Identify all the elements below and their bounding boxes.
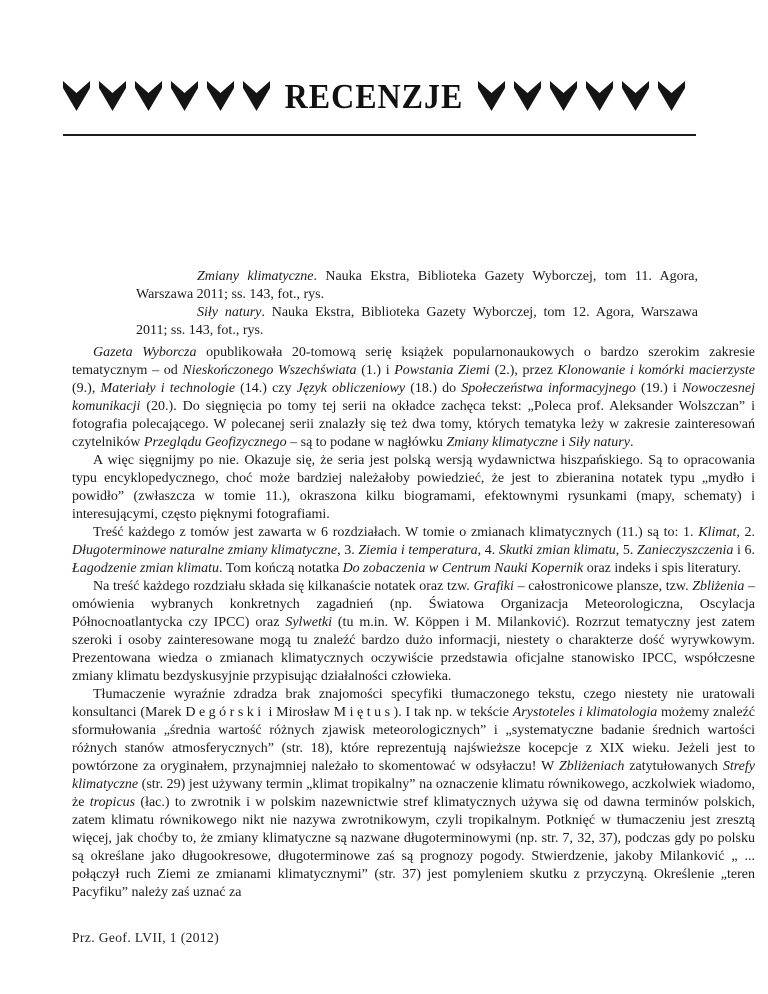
journal-footer: Prz. Geof. LVII, 1 (2012) xyxy=(72,930,220,945)
chevron-down-icon xyxy=(514,81,541,111)
chevron-down-icon xyxy=(63,81,90,111)
paragraph: Tłumaczenie wyraźnie zdradza brak znajomości specyfiki tłumaczonego tekstu, czego niestety nie uratowali konsultanci (Marek Degórski i Mirosław Miętus). I tak np. w tekście Arystoteles i klimatologia możemy znaleźć sformułowania „średnia wartość różnych zjawisk meteorologicznych” i „systematyczne badanie średnich wartości różnych stanów atmosferycznych” (str. 18), które reprezentują najświeższe kocepcje z XIX wieku. Jeżeli jest to powtórzone za oryginałem, przynajmniej należało to skomentować w odsyłaczu! W Zbliżeniach zatytułowanych Strefy klimatyczne (str. 29) jest używany termin „klimat tropikalny” na oznaczenie klimatu równikowego, aczkolwiek wiadomo, że tropicus (łac.) to zwrotnik i w polskim nazewnictwie stref klimatycznych używa się od dawna terminów polskich, zatem klimatu równikowego nikt nie nazywa zwrotnikowym, czyli tropikalnym. Potknięć w tłumaczeniu jest zresztą więcej, jak choćby to, że zmiany klimatyczne są nazwane długoterminowymi (np. str. 7, 32, 37), podczas gdy po polsku są określane jako długookresowe, długoterminowe zaś są prognozy pogody. Stwierdzenie, jakoby Milanković „ ... połączył ruch Ziemi ze zmianami klimatycznymi” (str. 37) jest pomyleniem skutku z przyczyną. Określenie „teren Pacyfiku” należy zaś uznać za xyxy=(72,687,756,900)
chevron-down-icon xyxy=(207,81,234,111)
ornament-row-right xyxy=(478,81,685,111)
citation: Zmiany klimatyczne. Nauka Ekstra, Biblioteka Gazety Wyborczej, tom 11. Agora, Warszawa 2011; ss. 143, fot., rys. xyxy=(136,269,698,302)
chevron-down-icon xyxy=(171,81,198,111)
paragraph: Gazeta Wyborcza opublikowała 20-tomową serię książek popularnonaukowych o bardzo szerokim zakresie tematycznym – od Nieskończonego Wszechświata (1.) i Powstania Ziemi (2.), przez Klonowanie i komórki macierzyste (9.), Materiały i technologie (14.) czy Język obliczeniowy (18.) do Społeczeństwa informacyjnego (19.) i Nowoczesnej komunikacji (20.). Do sięgnięcia po tomy tej serii na okładce zachęca tekst: „Poleca prof. Aleksander Wolszczan” i fotografia polecającego. W polecanej serii znalazły się też dwa tomy, których tematyka leży w zakresie zainteresowań czytelników Przeglądu Geofizycznego – są to podane w nagłówku Zmiany klimatyczne i Siły natury. xyxy=(72,345,755,450)
ornament-row-left xyxy=(63,81,270,111)
citation: Siły natury. Nauka Ekstra, Biblioteka Gazety Wyborczej, tom 12. Agora, Warszawa 2011; ss. 143, fot., rys. xyxy=(136,305,698,338)
section-title: RECENZJE xyxy=(284,76,464,116)
chevron-down-icon xyxy=(586,81,613,111)
chevron-down-icon xyxy=(550,81,577,111)
paragraph: Treść każdego z tomów jest zawarta w 6 rozdziałach. W tomie o zmianach klimatycznych (11.) są to: 1. Klimat, 2. Długoterminowe naturalne zmiany klimatyczne, 3. Ziemia i temperatura, 4. Skutki zmian klimatu, 5. Zanieczyszczenia i 6. Łagodzenie zmian klimatu. Tom kończą notatka Do zobaczenia w Centrum Nauki Kopernik oraz indeks i spis literatury. xyxy=(72,525,756,576)
header-rule xyxy=(63,134,696,136)
chevron-down-icon xyxy=(243,81,270,111)
chevron-down-icon xyxy=(622,81,649,111)
chevron-down-icon xyxy=(658,81,685,111)
chevron-down-icon xyxy=(99,81,126,111)
section-header xyxy=(63,76,685,116)
paragraph: A więc sięgnijmy po nie. Okazuje się, że seria jest polską wersją wydawnictwa hiszpańskiego. Są to opracowania typu encyklopedycznego, choć może bardziej należałoby powiedzieć, że jest to zbieranina notatek typu „mydło i powidło” (zwłaszcza w tomie 11.), okraszona kilku biogramami, efektownymi rysunkami (mapy, schematy) i interesującymi, często pięknymi fotografiami. xyxy=(72,453,755,522)
chevron-down-icon xyxy=(135,81,162,111)
chevron-down-icon xyxy=(478,81,505,111)
review-body xyxy=(72,344,755,902)
citation-block xyxy=(136,268,698,340)
paragraph: Na treść każdego rozdziału składa się kilkanaście notatek oraz tzw. Grafiki – całostronicowe plansze, tzw. Zbliżenia – omówienia wybranych konkretnych zagadnień (np. Światowa Organizacja Meteorologiczna, Oscylacja Północnoatlantycka czy IPCC) oraz Sylwetki (tu m.in. W. Köppen i M. Milanković). Rozrzut tematyczny jest zatem szeroki i osoby zainteresowane mogą tu znaleźć bardzo dużo informacji, niestety o charakterze dość wyrywkowym. Prezentowana wiedza o zmianach klimatycznych oczywiście przedstawia oficjalne stanowisko IPCC, współczesne zmiany klimatu bezdyskusyjnie przypisując działalności człowieka. xyxy=(72,579,756,684)
